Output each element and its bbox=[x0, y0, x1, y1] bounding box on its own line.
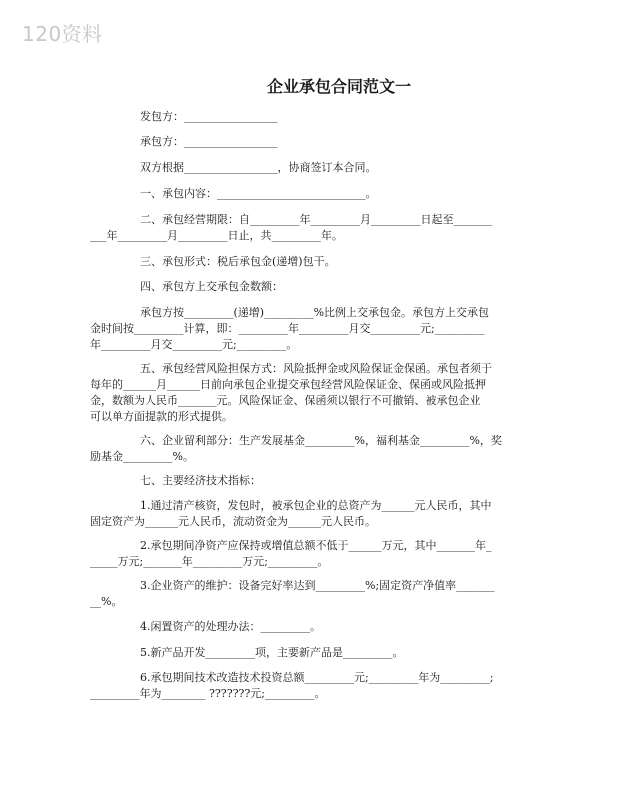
clause-5-line-4: 可以单方面提款的形式提供。 bbox=[90, 410, 233, 423]
clause-7-heading: 七、主要经济技术指标： bbox=[140, 474, 261, 487]
clause-4-line-3: 年_________月交_________元;_________。 bbox=[90, 338, 298, 351]
indicator-6-line-1: 6.承包期间技术改造技术投资总额_________元;_________年为_________; bbox=[140, 671, 494, 684]
clause-4-heading: 四、承包方上交承包金数额： bbox=[140, 280, 283, 293]
clause-4-line-1: 承包方按_________(递增)_________%比例上交承包金。承包方上交承包 bbox=[140, 306, 490, 319]
clause-5-line-3: 金，数额为人民币_______元。风险保证金、保函须以银行不可撤销、被承包企业 bbox=[90, 394, 481, 407]
indicator-2-line-1: 2.承包期间净资产应保持或增值总额不低于______万元，其中_______年_ bbox=[140, 539, 492, 552]
watermark: 120资料 bbox=[22, 22, 103, 46]
indicator-3-line-1: 3.企业资产的维护：设备完好率达到_________%;固定资产净值率_______ bbox=[140, 579, 495, 592]
party-a-line: 发包方：_________________ bbox=[140, 110, 278, 123]
indicator-4: 4.闲置资产的处理办法：_________。 bbox=[140, 620, 321, 633]
basis-line: 双方根据_________________，协商签订本合同。 bbox=[140, 161, 377, 174]
party-b-line: 承包方：_________________ bbox=[140, 135, 278, 148]
clause-2-term-line-2: ___年_________月_________日止，共_________年。 bbox=[90, 229, 343, 242]
clause-5-line-1: 五、承包经营风险担保方式：风险抵押金或风险保证金保函。承包者须于 bbox=[140, 362, 492, 375]
clause-6-line-2: 励基金_________%。 bbox=[90, 450, 194, 463]
clause-3-form: 三、承包形式：税后承包金(递增)包干。 bbox=[140, 255, 336, 268]
clause-2-term-line-1: 二、承包经营期限：自_________年_________月_________日起至_______ bbox=[140, 213, 492, 226]
indicator-1-line-1: 1.通过清产核资，发包时，被承包企业的总资产为______元人民币，其中 bbox=[140, 499, 492, 512]
document-title: 企业承包合同范文一 bbox=[266, 77, 411, 96]
clause-6-line-1: 六、企业留利部分：生产发展基金_________%，福利基金_________%，奖 bbox=[140, 434, 502, 447]
indicator-6-line-2: _________年为________ ???????元;_________。 bbox=[90, 687, 326, 700]
indicator-5: 5.新产品开发_________项，主要新产品是_________。 bbox=[140, 646, 404, 659]
clause-4-line-2: 金时间按_________计算，即：_________年_________月交_________元;_________ bbox=[90, 322, 485, 335]
clause-5-line-2: 每年的______月______日前向承包企业提交承包经营风险保证金、保函或风险抵押 bbox=[90, 378, 486, 391]
clause-1-content: 一、承包内容：___________________________。 bbox=[140, 187, 377, 200]
indicator-2-line-2: _____万元;_______年_________万元;_________。 bbox=[90, 555, 329, 568]
indicator-1-line-2: 固定资产为______元人民币，流动资金为______元人民币。 bbox=[90, 515, 376, 528]
indicator-3-line-2: __%。 bbox=[90, 595, 123, 608]
